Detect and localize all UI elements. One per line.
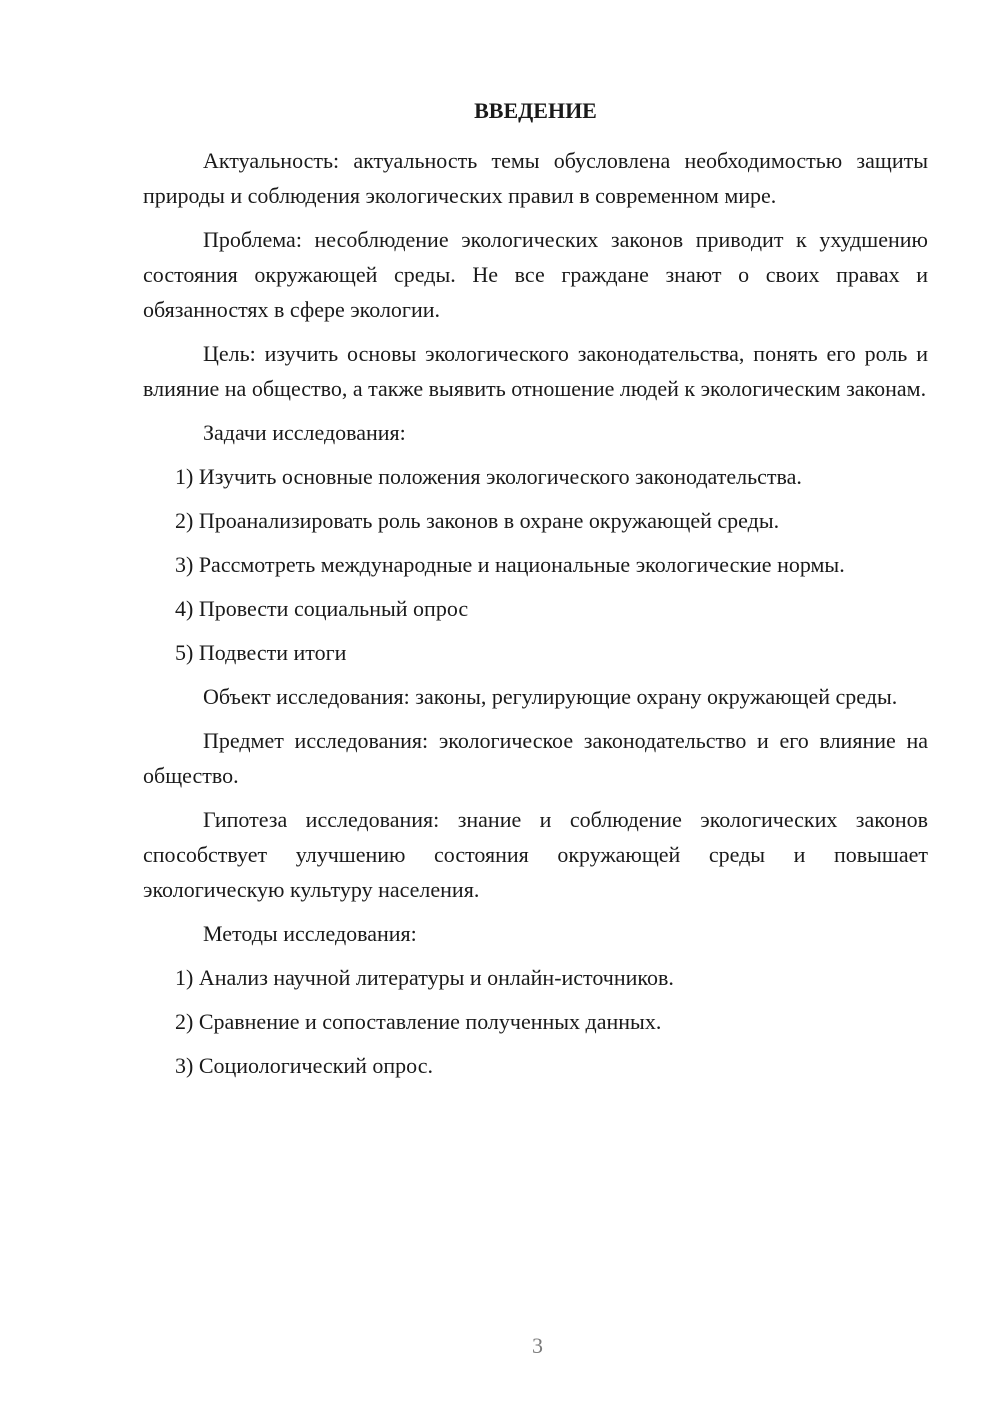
page-content — [143, 96, 928, 1092]
method-item: 2) Сравнение и сопоставление полученных данных. — [175, 1009, 662, 1034]
tasks-title: Задачи исследования: — [203, 420, 406, 445]
goal-paragraph: Цель: изучить основы экологического законодательства, понять его роль и влияние на общество, а также выявить отношение людей к экологическим законам. — [143, 341, 928, 401]
task-item: 4) Провести социальный опрос — [175, 596, 469, 621]
hypothesis-paragraph: Гипотеза исследования: знание и соблюдение экологических законов способствует улучшению состояния окружающей среды и повышает экологическую культуру населения. — [143, 807, 928, 902]
page-heading: ВВЕДЕНИЕ — [474, 98, 597, 123]
method-item: 1) Анализ научной литературы и онлайн-источников. — [175, 965, 674, 990]
methods-title: Методы исследования: — [203, 921, 417, 946]
page-number: 3 — [532, 1333, 543, 1358]
task-item: 3) Рассмотреть международные и национальные экологические нормы. — [175, 552, 845, 577]
object-paragraph: Объект исследования: законы, регулирующие охрану окружающей среды. — [203, 684, 898, 709]
subject-paragraph: Предмет исследования: экологическое законодательство и его влияние на общество. — [143, 728, 928, 788]
task-item: 1) Изучить основные положения экологического законодательства. — [175, 464, 802, 489]
task-item: 2) Проанализировать роль законов в охране окружающей среды. — [175, 508, 780, 533]
problem-paragraph: Проблема: несоблюдение экологических законов приводит к ухудшению состояния окружающей среды. Не все граждане знают о своих правах и обязанностях в сфере экологии. — [143, 227, 928, 322]
relevance-paragraph: Актуальность: актуальность темы обусловлена необходимостью защиты природы и соблюдения экологических правил в современном мире. — [143, 148, 928, 208]
task-item: 5) Подвести итоги — [175, 640, 347, 665]
method-item: 3) Социологический опрос. — [175, 1053, 433, 1078]
